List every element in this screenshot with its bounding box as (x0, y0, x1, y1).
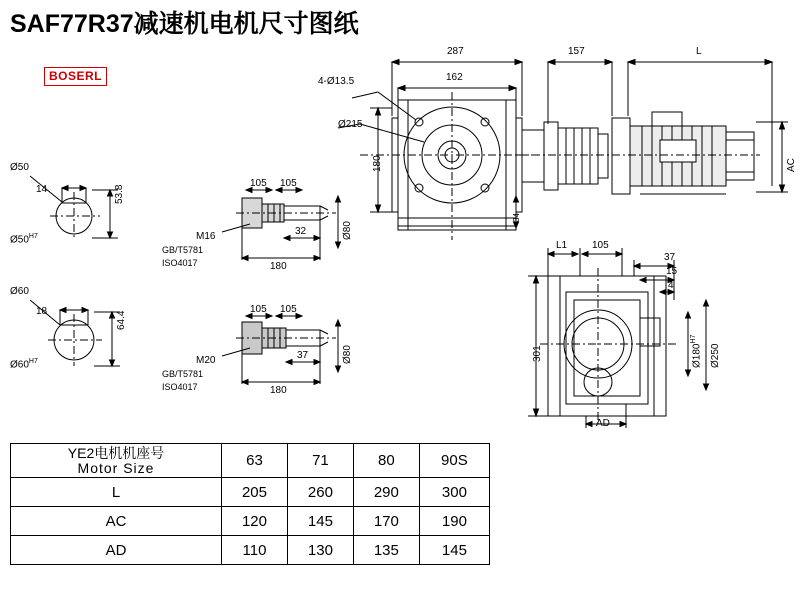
dim-4-side: 4 (668, 280, 674, 291)
cell-L-71: 260 (287, 478, 353, 507)
table-header-size-1: 71 (287, 444, 353, 478)
label-M20: M20 (196, 355, 216, 366)
dim-dia-215: Ø215 (338, 119, 363, 130)
dim-dia-80-top: Ø80 (342, 221, 353, 240)
bore-50-tol: H7 (28, 233, 38, 240)
table-header-size-3: 90S (419, 444, 489, 478)
table-row (11, 507, 490, 536)
motor-size-table (10, 443, 490, 565)
cell-AC-90S: 190 (419, 507, 489, 536)
dim-105-b-bot: 105 (280, 304, 297, 315)
row-label-L: L (11, 478, 222, 507)
cell-AD-90S: 145 (419, 536, 489, 565)
dim-301: 301 (532, 345, 543, 362)
label-gbt5781-bot: GB/T5781 (162, 369, 204, 379)
dim-L: L (696, 46, 702, 57)
dim-157: 157 (568, 46, 585, 57)
table-header-row (11, 444, 490, 478)
row-label-AC: AC (11, 507, 222, 536)
bore-60-tol: H7 (28, 358, 38, 365)
page-title: SAF77R37减速机电机尺寸图纸 (10, 10, 359, 38)
dim-bore-60 (10, 358, 38, 370)
bore-60-text: Ø60 (10, 359, 29, 371)
table-row (11, 478, 490, 507)
dia-180-text: Ø180 (691, 343, 703, 368)
dim-105-side: 105 (592, 240, 609, 251)
dim-key-18: 18 (36, 306, 48, 317)
bore-50-text: Ø50 (10, 234, 29, 246)
row-label-AD: AD (11, 536, 222, 565)
dim-37-side: 37 (664, 252, 676, 263)
dim-105-a-bot: 105 (250, 304, 267, 315)
label-gbt5781-top: GB/T5781 (162, 245, 204, 255)
brand-logo: BOSERL (44, 67, 107, 86)
dim-180-top: 180 (270, 261, 287, 272)
dim-bore-50 (10, 233, 38, 245)
dim-4-holes: 4-Ø13.5 (318, 76, 355, 87)
cell-AC-71: 145 (287, 507, 353, 536)
cell-L-80: 290 (353, 478, 419, 507)
table-header-label-en: Motor Size (77, 459, 155, 476)
label-iso4017-top: ISO4017 (162, 258, 198, 268)
cell-L-63: 205 (222, 478, 288, 507)
label-M16: M16 (196, 231, 216, 242)
dim-34: 34 (512, 213, 521, 222)
dim-AD: AD (596, 418, 610, 429)
dim-180-main: 180 (372, 155, 383, 172)
cell-AD-63: 110 (222, 536, 288, 565)
dim-64-4: 64.4 (116, 310, 127, 330)
dim-105-a-top: 105 (250, 178, 267, 189)
cell-AD-71: 130 (287, 536, 353, 565)
dim-287: 287 (447, 46, 464, 57)
dim-dia-180 (690, 335, 702, 368)
table-header-label (11, 444, 222, 478)
table-row (11, 536, 490, 565)
dim-dia-60-outer: Ø60 (10, 286, 29, 297)
dim-53-8: 53.8 (114, 184, 125, 204)
dim-L1: L1 (556, 240, 568, 251)
dim-dia-80-bot: Ø80 (342, 345, 353, 364)
label-iso4017-bot: ISO4017 (162, 382, 198, 392)
dim-dia-250: Ø250 (710, 343, 721, 368)
dim-dia-50-outer: Ø50 (10, 162, 29, 173)
cell-AD-80: 135 (353, 536, 419, 565)
dim-key-14: 14 (36, 184, 48, 195)
dim-162: 162 (446, 72, 463, 83)
dim-AC: AC (786, 158, 797, 172)
table-header-label-cn: YE2电机机座号 (67, 445, 165, 461)
dia-180-tol: H7 (690, 334, 697, 344)
dim-180-bot: 180 (270, 385, 287, 396)
dim-105-b-top: 105 (280, 178, 297, 189)
table-header-size-2: 80 (353, 444, 419, 478)
cell-AC-63: 120 (222, 507, 288, 536)
cell-AC-80: 170 (353, 507, 419, 536)
dim-32: 32 (295, 226, 307, 237)
dim-15-side: 15 (666, 266, 678, 277)
table-header-size-0: 63 (222, 444, 288, 478)
dim-37-bolt: 37 (297, 350, 309, 361)
cell-L-90S: 300 (419, 478, 489, 507)
